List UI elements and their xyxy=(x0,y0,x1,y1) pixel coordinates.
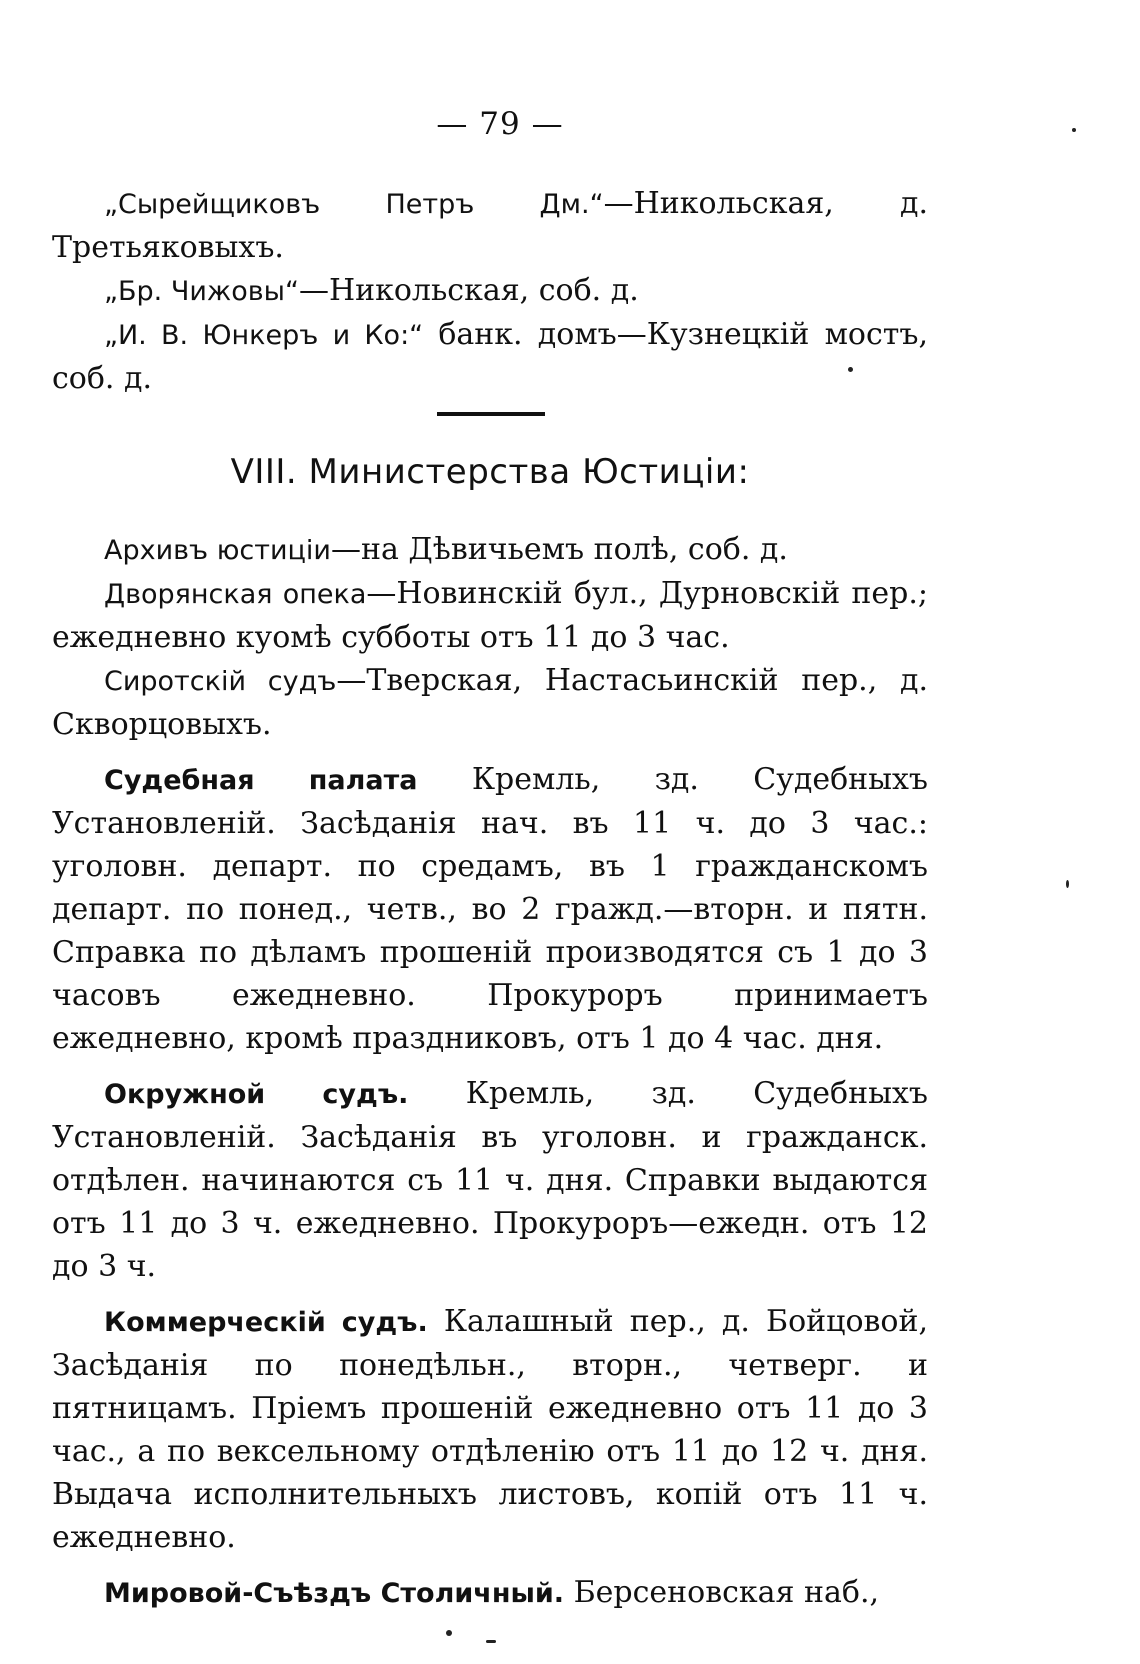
page-number: — 79 — xyxy=(436,106,564,142)
entry-lead: „И. В. Юнкеръ и Ко:“ xyxy=(104,320,424,351)
entry-judicial-chamber xyxy=(52,758,928,1060)
entry-noble-guardianship xyxy=(52,572,928,659)
entries-main xyxy=(52,528,928,1615)
section-divider xyxy=(437,412,545,416)
entry-text: —на Дѣвичьемъ полѣ, соб. д. xyxy=(330,532,788,567)
entry-junker xyxy=(52,313,928,400)
entry-district-court xyxy=(52,1072,928,1288)
entry-text: Калашный пер., д. Бойцовой, Засѣданія по понедѣльн., вторн., четверг. и пятницамъ. Пріемъ прошеній ежедневно отъ 11 до 3 час., а по вексельному отдѣленію отъ 11 до 12 ч. дня. Выдача исполнительныхъ листовъ, копій отъ 11 ч. ежедневно. xyxy=(52,1304,928,1555)
print-speck xyxy=(1072,128,1076,132)
entry-text: —Тверская, Настасьинскій пер., д. Скворцовыхъ. xyxy=(52,663,929,742)
entry-lead: „Сырейщиковъ Петръ Дм.“ xyxy=(104,189,604,220)
entry-magistrates-congress xyxy=(52,1571,928,1615)
print-speck xyxy=(848,367,853,372)
print-speck xyxy=(1066,880,1069,888)
entry-lead: Дворянская опека xyxy=(104,579,367,610)
entry-lead: „Бр. Чижовы“ xyxy=(104,276,299,307)
entries-top xyxy=(52,182,928,400)
entry-lead: Архивъ юстиціи xyxy=(104,535,331,566)
entry-commercial-court xyxy=(52,1300,928,1559)
entry-text: —Никольская, соб. д. xyxy=(298,273,639,308)
entry-orphans-court xyxy=(52,659,928,746)
entry-lead: Коммерческій судъ. xyxy=(104,1307,428,1338)
print-speck xyxy=(486,1640,496,1643)
section-heading: VIII. Министерства Юстиціи: xyxy=(230,452,750,492)
entry-lead: Мировой-Съѣздъ Столичный. xyxy=(104,1578,565,1609)
entry-text: Кремль, зд. Судебныхъ Установленій. Засѣданія нач. въ 11 ч. до 3 час.: уголовн. департ. по средамъ, въ 1 гражданскомъ департ. по понед., четв., во 2 гражд.—вторн. и пятн. Справка по дѣламъ прошеній производятся съ 1 до 3 часовъ ежедневно. Прокуроръ принимаетъ ежедневно, кромѣ праздниковъ, отъ 1 до 4 час. дня. xyxy=(52,762,929,1056)
print-speck xyxy=(446,1630,452,1636)
entry-lead: Окружной судъ. xyxy=(104,1079,409,1110)
entry-text: Берсеновская наб., xyxy=(564,1575,880,1610)
entry-chizhovy xyxy=(52,269,928,313)
entry-text: —Новинскій бул., Дурновскій пер.; ежедневно куомѣ субботы отъ 11 до 3 час. xyxy=(52,576,928,655)
entry-lead: Сиротскій судъ xyxy=(104,666,337,697)
entry-text: —Никольская, д. Третьяковыхъ. xyxy=(52,186,928,265)
entry-archive xyxy=(52,528,928,572)
entry-syreishchikov xyxy=(52,182,928,269)
entry-lead: Судебная палата xyxy=(104,765,418,796)
entry-text: Кремль, зд. Судебныхъ Установленій. Засѣданія въ уголовн. и гражданск. отдѣлен. начинаются съ 11 ч. дня. Справки выдаются отъ 11 до 3 ч. ежедневно. Прокуроръ—ежедн. отъ 12 до 3 ч. xyxy=(52,1076,928,1284)
entry-text: банк. домъ—Кузнецкій мостъ, соб. д. xyxy=(52,317,928,396)
